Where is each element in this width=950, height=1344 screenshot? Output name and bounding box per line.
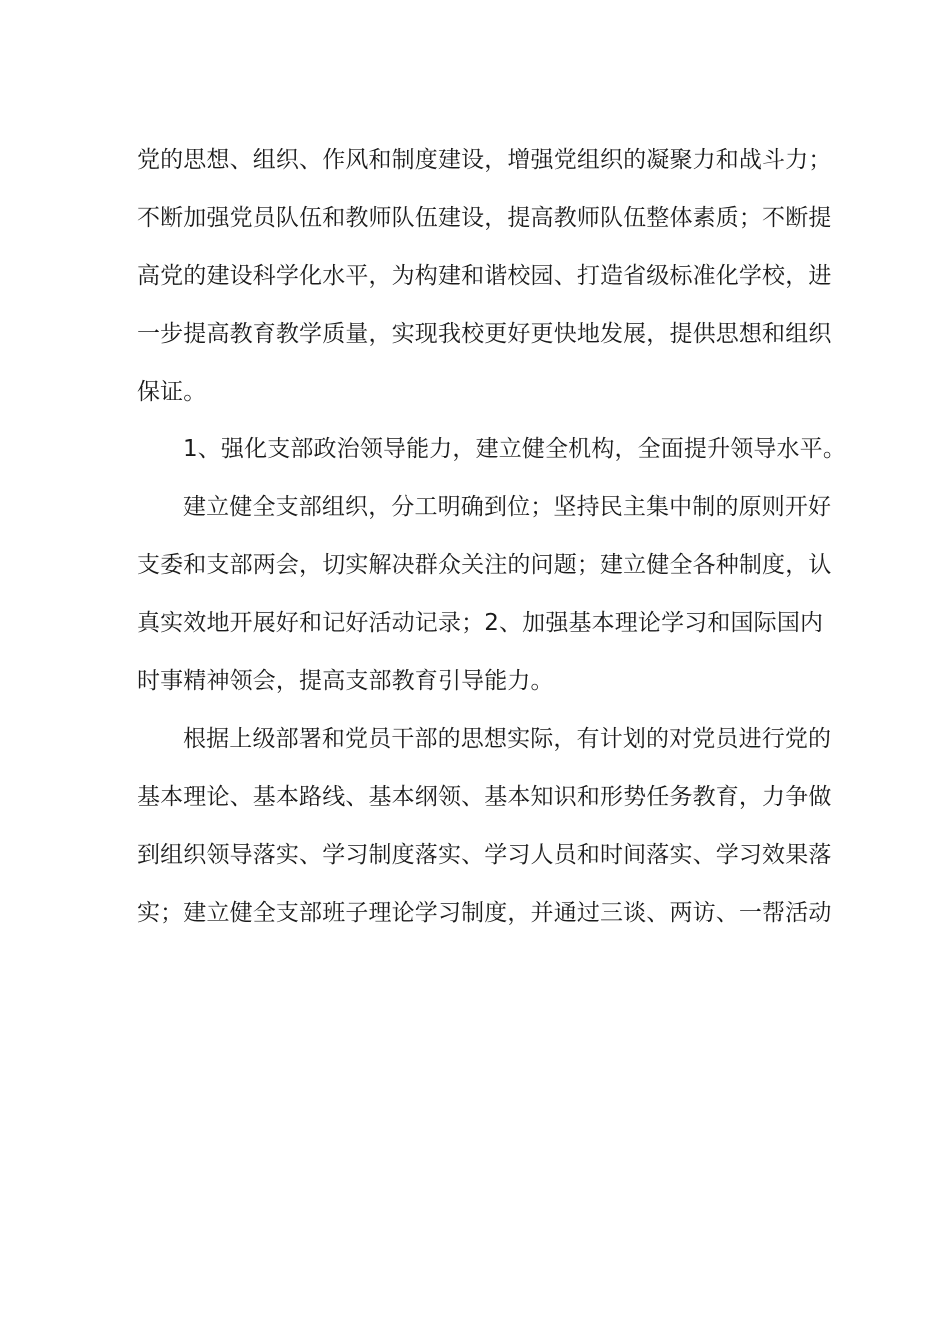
text-line: 根据上级部署和党员干部的思想实际，有计划的对党员进行党的: [183, 725, 832, 752]
text-line: 真实效地开展好和记好活动记录；2、加强基本理论学习和国际国内: [137, 610, 824, 637]
body-text: [137, 132, 846, 942]
text-line: 时事精神领会，提高支部教育引导能力。: [137, 668, 554, 695]
text-line: 基本理论、基本路线、基本纲领、基本知识和形势任务教育，力争做: [137, 783, 832, 810]
section-heading: 1、强化支部政治领导能力，建立健全机构，全面提升领导水平。: [183, 436, 846, 463]
text-line: 实；建立健全支部班子理论学习制度，并通过三谈、两访、一帮活动: [137, 899, 832, 926]
text-line: 不断加强党员队伍和教师队伍建设，提高教师队伍整体素质；不断提: [137, 204, 832, 231]
text-line: 党的思想、组织、作风和制度建设，增强党组织的凝聚力和战斗力；: [137, 147, 832, 173]
text-line: 到组织领导落实、学习制度落实、学习人员和时间落实、学习效果落: [137, 841, 832, 868]
text-line: 建立健全支部组织，分工明确到位；坚持民主集中制的原则开好: [183, 494, 832, 521]
text-line: 一步提高教育教学质量，实现我校更好更快地发展，提供思想和组织: [137, 320, 832, 347]
text-line: 高党的建设科学化水平，为构建和谐校园、打造省级标准化学校，进: [137, 262, 832, 289]
text-line: 支委和支部两会，切实解决群众关注的问题；建立健全各种制度，认: [137, 552, 832, 579]
text-line: 保证。: [137, 378, 207, 405]
